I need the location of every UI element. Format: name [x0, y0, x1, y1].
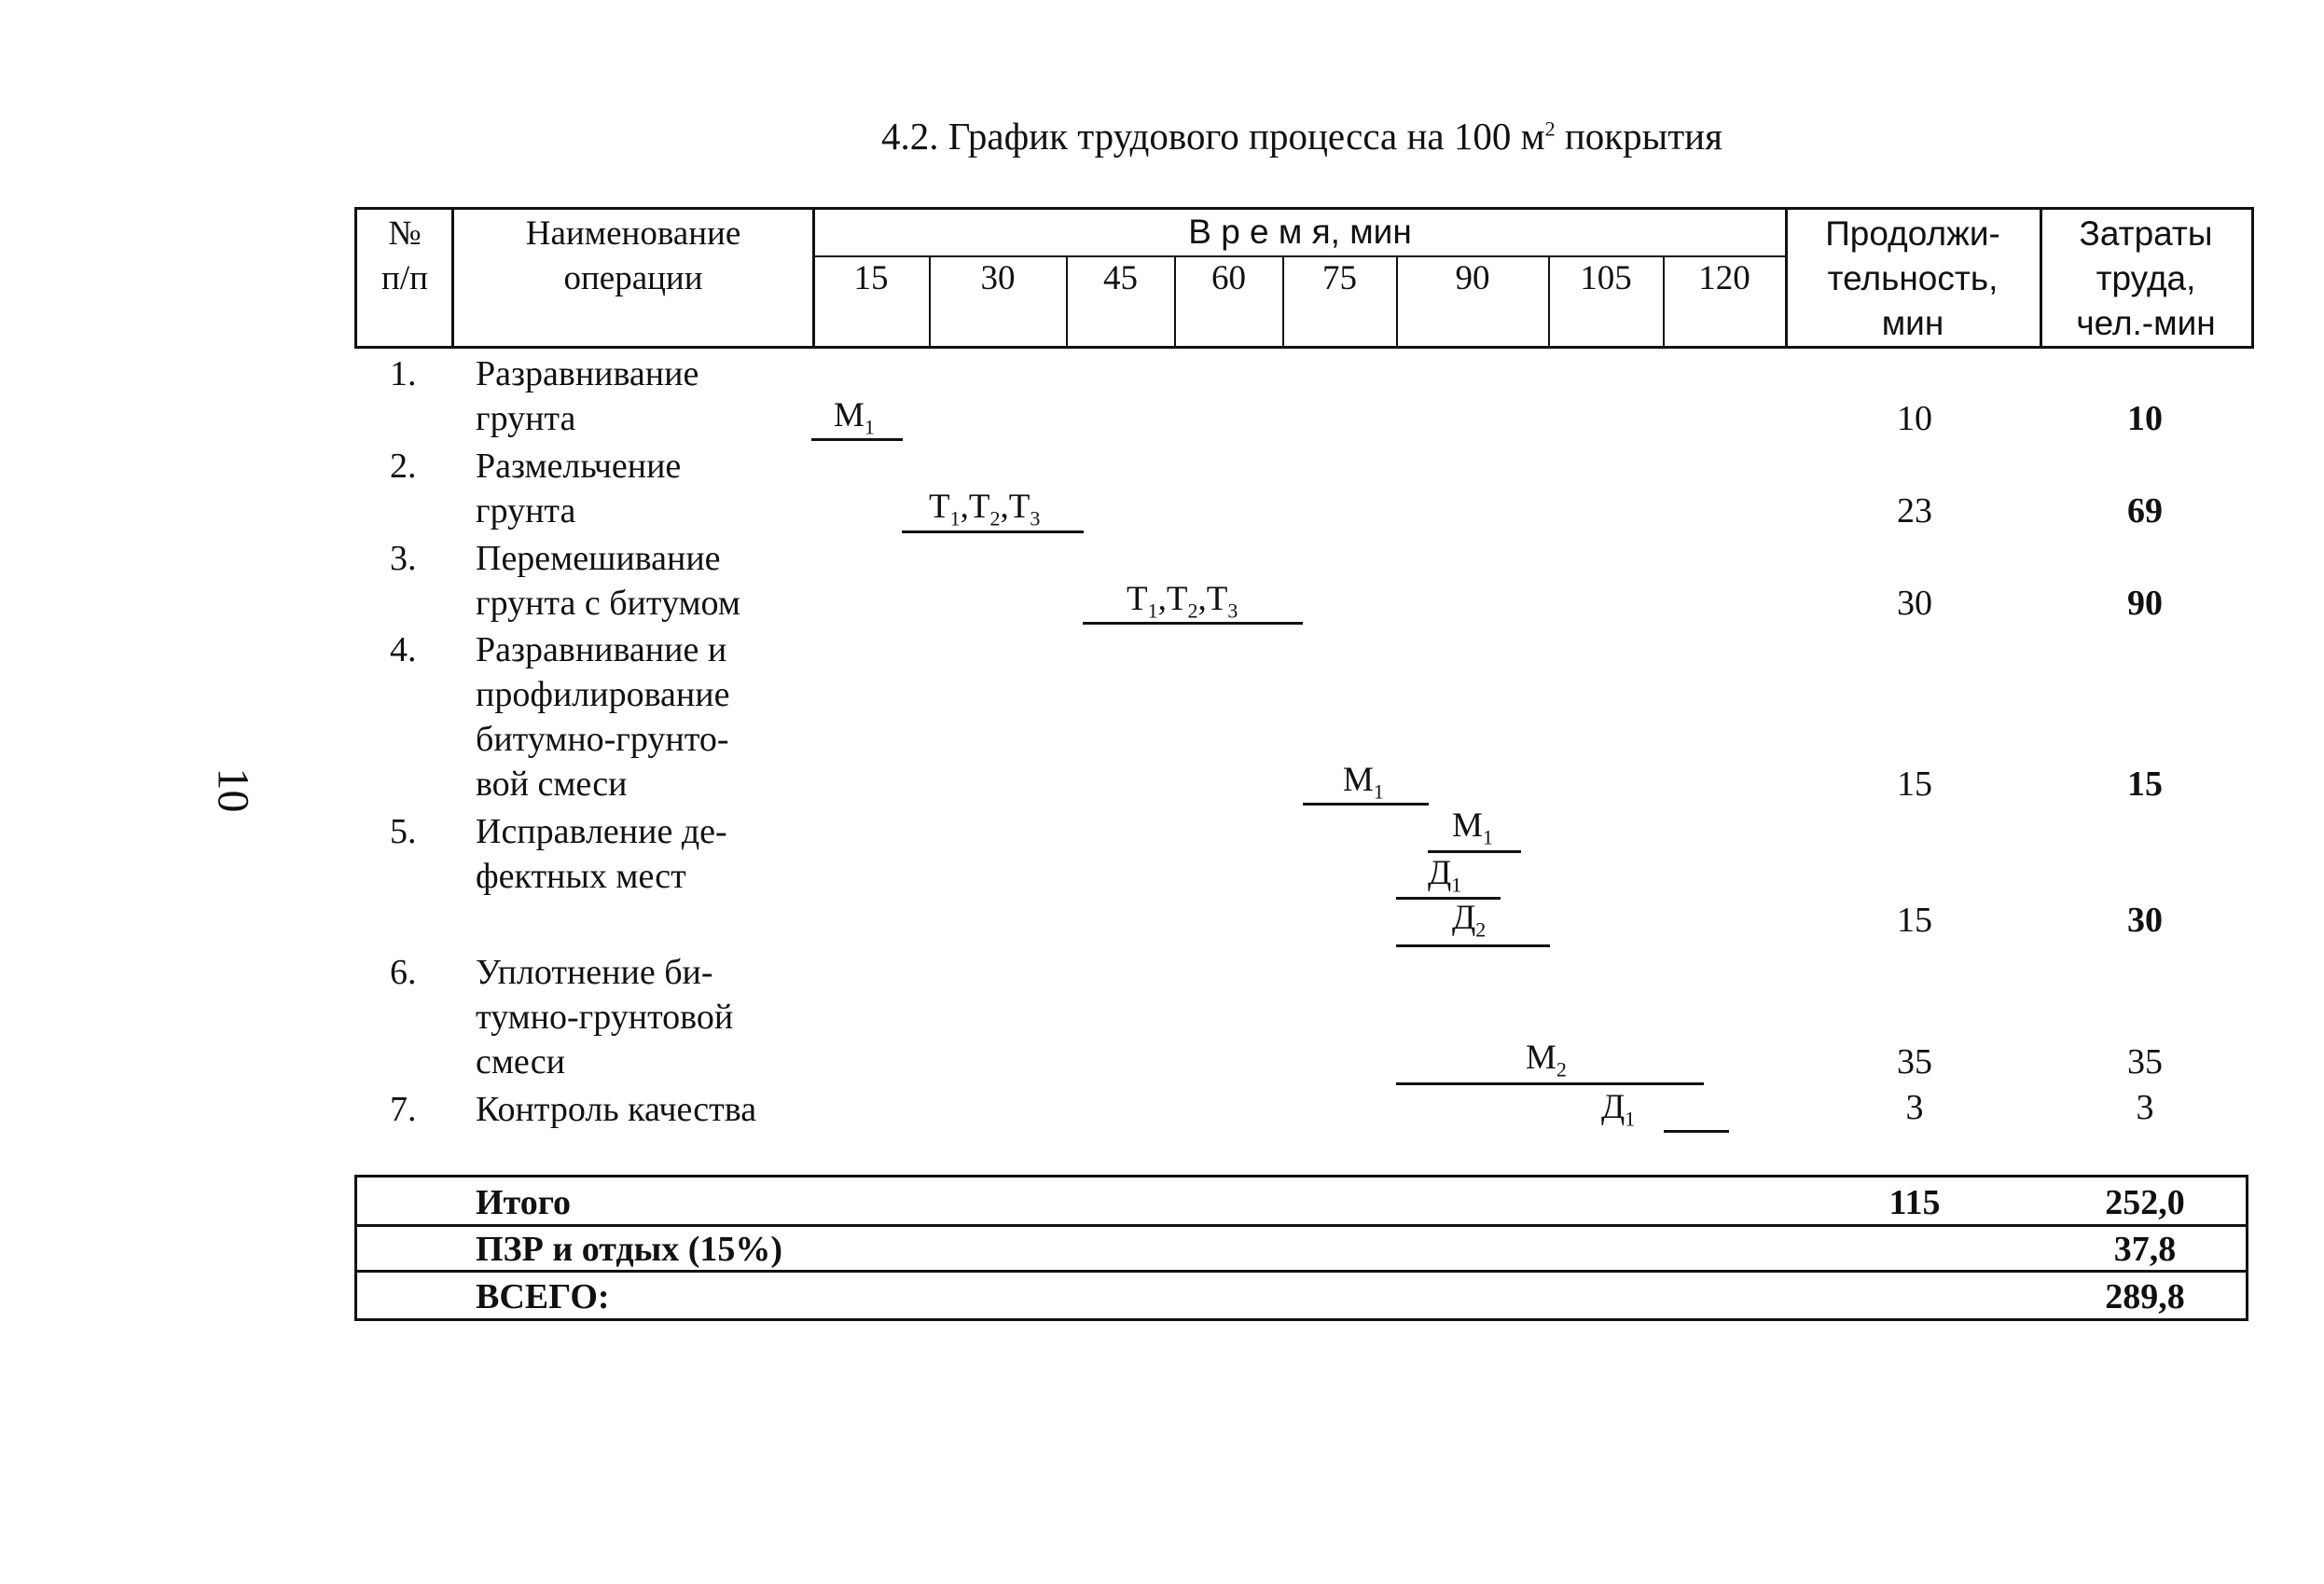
operation-name: Контроль качества — [476, 1090, 757, 1129]
row-number: 2. — [390, 447, 417, 486]
page-title: 4.2. График трудового процесса на 100 $м^2$ покрытия — [881, 115, 1722, 158]
duration-value: 35 — [1897, 1042, 1932, 1081]
gantt-bar — [1396, 1082, 1704, 1085]
tick-120: 120 — [1698, 259, 1750, 297]
operation-name: тумно-грунтовой — [476, 998, 734, 1037]
row-number: 6. — [390, 953, 417, 992]
operation-name: смеси — [476, 1042, 565, 1081]
gantt-label: $М_2$ — [1526, 1039, 1567, 1081]
operation-name: Исправление де- — [476, 812, 727, 851]
tick-60: 60 — [1211, 259, 1246, 297]
total-labor: 252,0 — [2105, 1183, 2185, 1222]
duration-value: 23 — [1897, 491, 1932, 530]
total-label: ВСЕГО: — [476, 1277, 610, 1316]
row-number: 3. — [390, 539, 417, 578]
row-number: 5. — [390, 812, 417, 851]
labor-value: 35 — [2127, 1042, 2163, 1081]
tick-75: 75 — [1322, 259, 1357, 297]
total-label: Итого — [476, 1183, 572, 1222]
tick-45: 45 — [1103, 259, 1138, 297]
gantt-label: $Т_1,Т_2,Т_3$ — [929, 488, 1041, 530]
total-label: ПЗР и отдых (15%) — [476, 1230, 783, 1269]
row-number: 7. — [390, 1090, 417, 1129]
labor-value: 69 — [2127, 491, 2163, 530]
operation-name: грунта с битумом — [476, 584, 740, 623]
duration-value: 15 — [1897, 764, 1932, 804]
operation-name: Перемешивание — [476, 539, 721, 578]
gantt-label: $М_1$ — [1343, 761, 1384, 804]
operation-name: грунта — [476, 399, 576, 438]
tick-90: 90 — [1455, 259, 1490, 297]
operation-name: Разравнивание — [476, 354, 699, 393]
gantt-bar — [1396, 944, 1550, 947]
gantt-label: $Д_2$ — [1452, 899, 1487, 942]
gantt-label: $Д_1$ — [1601, 1088, 1636, 1131]
duration-value: 15 — [1897, 901, 1932, 940]
row-number: 4. — [390, 630, 417, 669]
labor-value: 15 — [2127, 764, 2163, 804]
header-duration: Продолжи- — [1825, 214, 2000, 253]
header-time: В р е м я, мин — [1188, 213, 1412, 251]
header-duration-2: тельность, — [1827, 259, 1999, 297]
operation-name: Размельчение — [476, 447, 682, 486]
total-duration: 115 — [1888, 1183, 1941, 1222]
gantt-bar — [1664, 1130, 1729, 1133]
gantt-label: $М_1$ — [834, 396, 875, 439]
duration-value: 30 — [1897, 584, 1932, 623]
total-labor: 37,8 — [2113, 1230, 2177, 1269]
header-name-2: операции — [563, 259, 703, 297]
gantt-label: $Т_1,Т_2,Т_3$ — [1127, 580, 1238, 623]
header-labor-3: чел.-мин — [2076, 304, 2216, 342]
header-name: Наименование — [525, 214, 741, 253]
tick-105: 105 — [1580, 259, 1632, 297]
gantt-bar — [902, 530, 1084, 533]
gantt-label: $М_1$ — [1452, 806, 1493, 849]
duration-value: 10 — [1897, 399, 1932, 438]
header-no-2: п/п — [381, 259, 428, 297]
header-duration-3: мин — [1881, 304, 1944, 342]
labor-value: 30 — [2127, 901, 2163, 940]
operation-name: Уплотнение би- — [476, 953, 713, 992]
labor-value: 10 — [2127, 399, 2163, 438]
operation-name: вой смеси — [476, 764, 628, 804]
page-number: 10 — [208, 767, 258, 813]
tick-30: 30 — [980, 259, 1016, 297]
operation-name: битумно-грунто- — [476, 720, 729, 759]
row-number: 1. — [390, 354, 417, 393]
header-no: № — [388, 214, 422, 253]
header-labor-2: труда, — [2096, 259, 2196, 297]
labor-value: 3 — [2136, 1088, 2154, 1127]
gantt-bar — [1083, 622, 1303, 625]
operation-name: профилирование — [476, 675, 730, 714]
gantt-label: $Д_1$ — [1428, 854, 1462, 897]
gantt-bar — [1303, 803, 1429, 806]
operation-name: Разравнивание и — [476, 630, 727, 669]
operation-name: грунта — [476, 491, 576, 530]
labor-value: 90 — [2127, 584, 2163, 623]
duration-value: 3 — [1905, 1088, 1924, 1127]
tick-15: 15 — [853, 259, 889, 297]
gantt-bar — [811, 438, 903, 441]
total-labor: 289,8 — [2105, 1277, 2185, 1316]
header-labor: Затраты — [2079, 214, 2213, 253]
operation-name: фектных мест — [476, 857, 686, 896]
